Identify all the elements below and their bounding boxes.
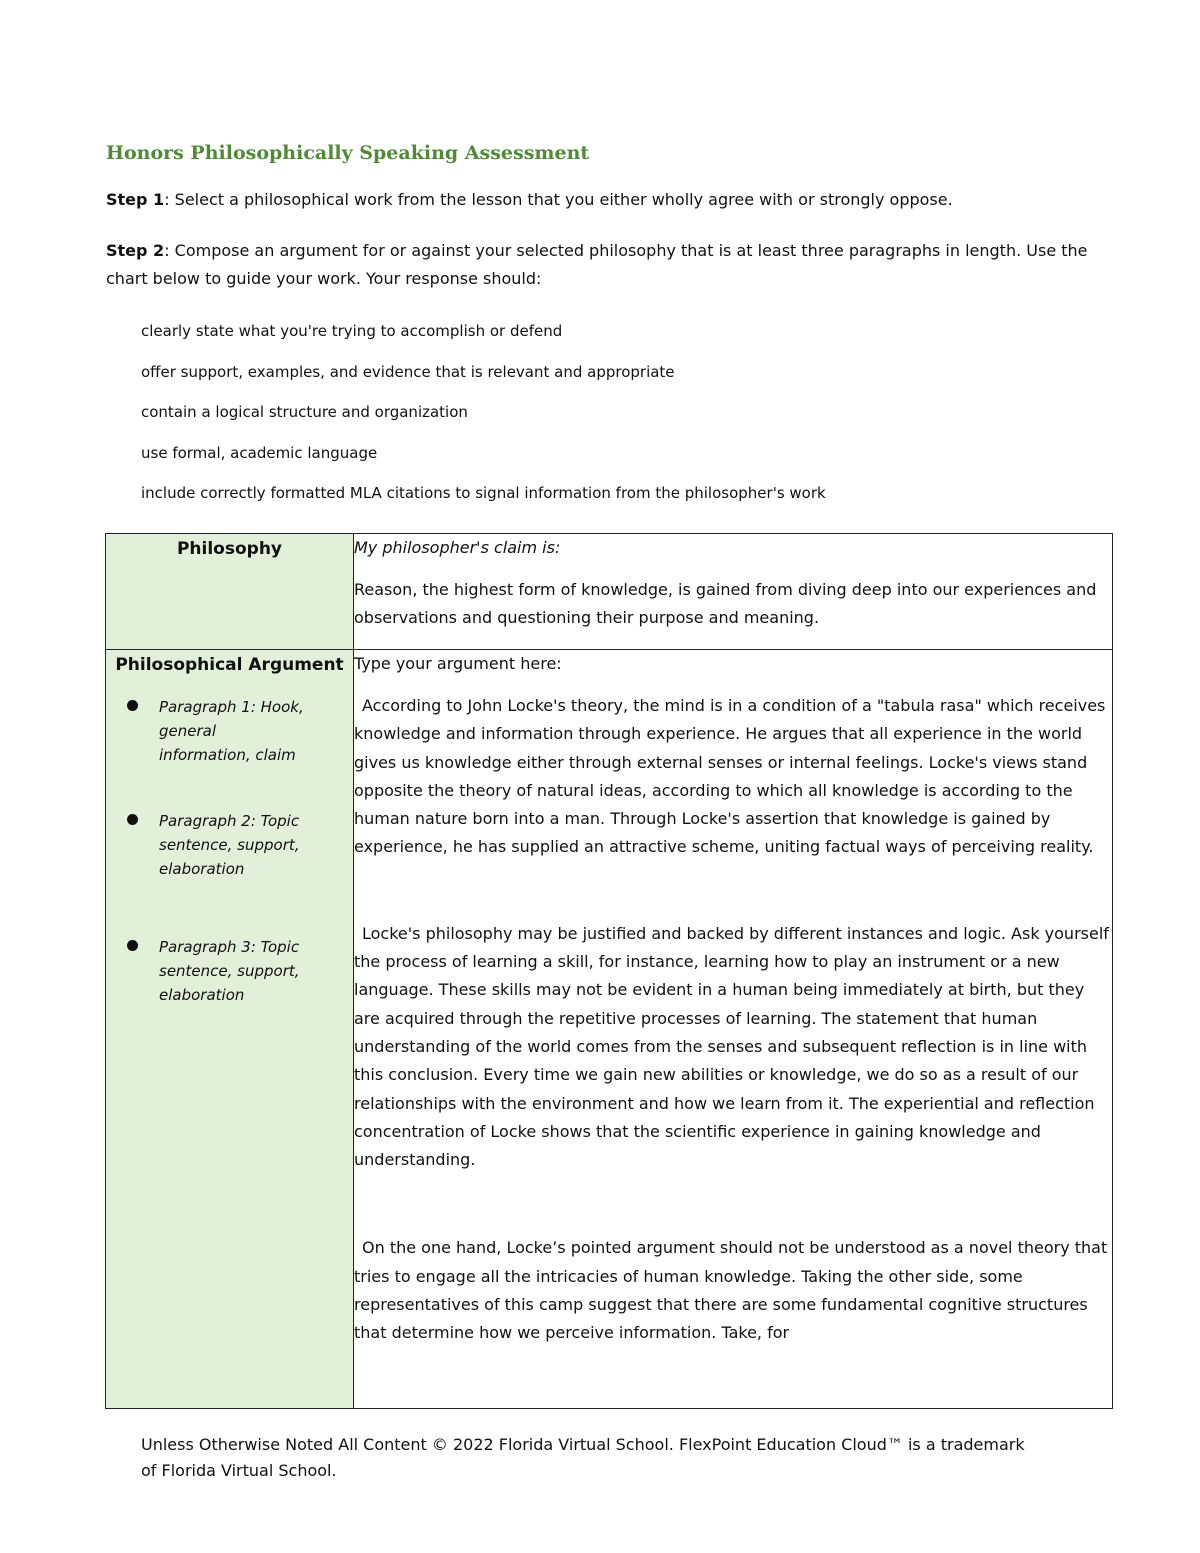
guide-item [106, 935, 309, 1007]
guide-text: Paragraph 2: Topic sentence, support, elaboration [159, 812, 300, 878]
step-1 [106, 186, 1106, 214]
bullet-icon [127, 814, 138, 825]
philosophy-claim-cell[interactable] [354, 534, 1113, 650]
argument-heading: Philosophical Argument [115, 655, 344, 675]
step-1-text: : Select a philosophical work from the lesson that you either wholly agree with or strongly oppose. [164, 190, 953, 209]
paragraph-guide-list [106, 695, 353, 1007]
step-1-label: Step 1 [106, 190, 165, 209]
philosophy-heading: Philosophy [176, 539, 283, 559]
step-2-label: Step 2 [106, 241, 165, 260]
guide-text: Paragraph 1: Hook, general information, claim [159, 698, 304, 764]
requirement-item: use formal, academic language [141, 443, 378, 462]
claim-text[interactable]: Reason, the highest form of knowledge, is gained from diving deep into our experiences and observations and questioning their purpose and meaning. [354, 580, 1097, 628]
guide-item [106, 695, 309, 767]
copyright-footer: Unless Otherwise Noted All Content © 2022 Florida Virtual School. FlexPoint Education Cloud™ is a trademark of Florida Virtual School. [141, 1435, 1025, 1480]
page-title: Honors Philosophically Speaking Assessment [106, 142, 590, 164]
bullet-icon [127, 940, 138, 951]
step-2 [106, 237, 1106, 293]
requirement-item: include correctly formatted MLA citations to signal information from the philosopher's work [141, 484, 826, 502]
bullet-icon [127, 700, 138, 711]
argument-chart [105, 533, 1113, 1409]
guide-text: Paragraph 3: Topic sentence, support, elaboration [159, 938, 300, 1004]
requirement-item: offer support, examples, and evidence that is relevant and appropriate [141, 362, 675, 381]
guide-item [106, 809, 309, 881]
requirement-item: clearly state what you're trying to accomplish or defend [141, 322, 563, 340]
argument-row [106, 650, 1113, 1409]
requirements-list [141, 318, 826, 521]
requirement-item: contain a logical structure and organization [141, 403, 468, 421]
argument-content [354, 650, 1112, 1402]
argument-paragraph-3[interactable]: On the one hand, Locke’s pointed argument should not be understood as a novel theory that tries to engage all the intricacies of human knowledge. Taking the other side, some representatives of this camp suggest that there are some fundamental cognitive structures that determine how we perceive information. Take, for [354, 1238, 1108, 1343]
argument-prompt: Type your argument here: [354, 654, 562, 673]
philosophy-label-cell [106, 534, 354, 650]
step-2-text: : Compose an argument for or against your selected philosophy that is at least three paragraphs in length. Use the chart below to guide your work. Your response should: [106, 241, 1088, 288]
argument-paragraph-2[interactable]: Locke's philosophy may be justified and backed by different instances and logic. Ask yourself the process of learning a skill, for instance, learning how to play an instrument or a new language. These skills may not be evident in a human being immediately at birth, but they are acquired through the repetitive processes of learning. The statement that human understanding of the world comes from the senses and subsequent reflection is in line with this conclusion. Every time we gain new abilities or knowledge, we do so as a result of our relationships with the environment and how we learn from it. The experiential and reflection concentration of Locke shows that the scientific experience in gaining knowledge and understanding. [354, 923, 1109, 1170]
argument-label-cell [106, 650, 354, 1409]
argument-paragraph-1[interactable]: According to John Locke's theory, the mind is in a condition of a "tabula rasa" which receives knowledge and information through experience. He argues that all experience in the world gives us knowledge either through external senses or internal feelings. Locke's views stand opposite the theory of natural ideas, according to which all knowledge is according to the human nature born into a man. Through Locke's assertion that knowledge is gained by experience, he has supplied an attractive scheme, uniting factual ways of perceiving reality. [354, 696, 1106, 857]
argument-text-cell[interactable] [354, 650, 1113, 1409]
claim-prompt: My philosopher's claim is: [354, 538, 561, 557]
philosophy-row [106, 534, 1113, 650]
